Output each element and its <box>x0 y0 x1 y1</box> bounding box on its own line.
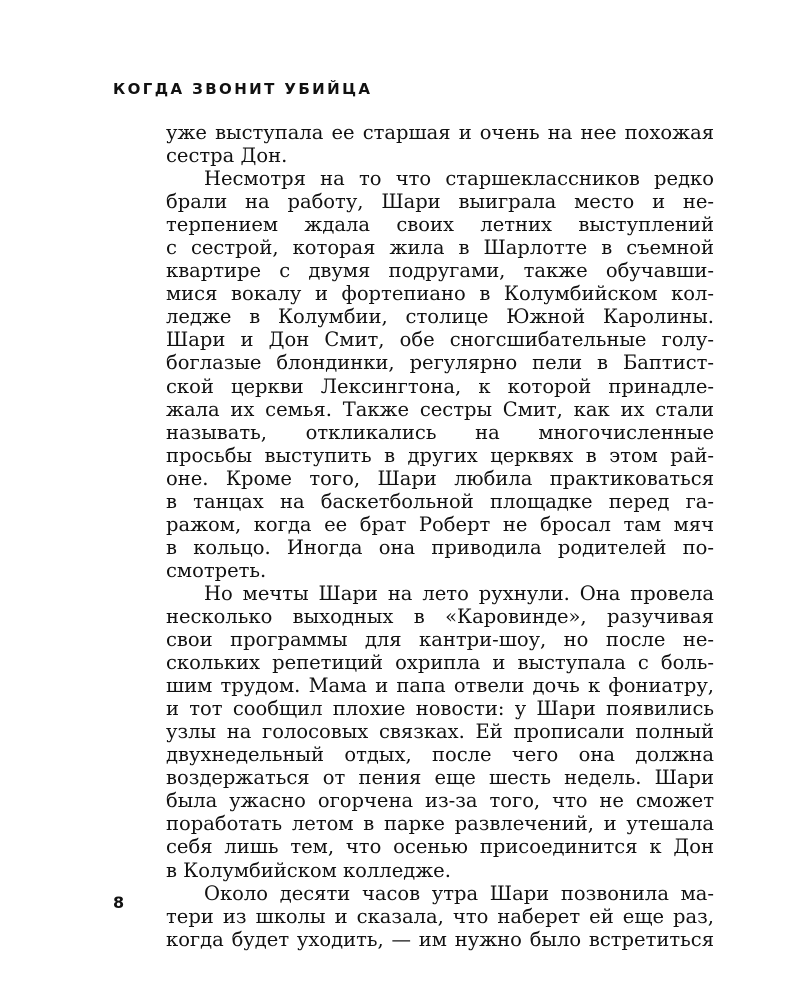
text-line: просьбы выступить в других церквях в этом рай- <box>166 443 714 467</box>
text-line: была ужасно огорчена из-за того, что не сможет <box>166 789 714 813</box>
text-line: с сестрой, которая жила в Шарлотте в съемной <box>166 236 714 260</box>
text-line: шим трудом. Мама и папа отвели дочь к фониатру, <box>166 674 714 698</box>
text-line: скольких репетиций охрипла и выступала с боль- <box>166 651 714 675</box>
text-line: оне. Кроме того, Шари любила практиковаться <box>166 466 714 490</box>
text-line: тери из школы и сказала, что наберет ей еще раз, <box>166 904 714 928</box>
text-line: в танцах на баскетбольной площадке перед га- <box>166 489 714 513</box>
page-number: 8 <box>113 893 125 912</box>
text-line: двухнедельный отдых, после чего она должна <box>166 743 714 767</box>
text-line: Около десяти часов утра Шари позвонила ма- <box>204 881 714 905</box>
text-line: ской церкви Лексингтона, к которой принадле- <box>166 374 714 398</box>
text-line: и тот сообщил плохие новости: у Шари появились <box>166 697 714 721</box>
text-line: поработать летом в парке развлечений, и утешала <box>166 812 714 836</box>
text-line: ледже в Колумбии, столице Южной Каролины. <box>166 305 714 329</box>
text-line: Но мечты Шари на лето рухнули. Она провела <box>204 581 714 605</box>
text-line: ражом, когда ее брат Роберт не бросал там мяч <box>166 512 714 536</box>
text-line: терпением ждала своих летних выступлений <box>166 213 714 237</box>
text-line: свои программы для кантри-шоу, но после не- <box>166 628 714 652</box>
text-line: боглазые блондинки, регулярно пели в Баптист- <box>166 351 714 375</box>
text-line: сестра Дон. <box>166 144 288 168</box>
text-line: себя лишь тем, что осенью присоединится к Дон <box>166 835 714 859</box>
text-line: смотреть. <box>166 558 267 582</box>
text-line: жала их семья. Также сестры Смит, как их стали <box>166 397 714 421</box>
text-line: воздержаться от пения еще шесть недель. Шари <box>166 766 714 790</box>
text-line: несколько выходных в «Каровинде», разучивая <box>166 604 714 628</box>
text-line: мися вокалу и фортепиано в Колумбийском кол- <box>166 282 714 306</box>
text-line: уже выступала ее старшая и очень на нее похожая <box>166 121 714 144</box>
running-head: КОГДА ЗВОНИТ УБИЙЦА <box>113 80 373 98</box>
text-line: квартире с двумя подругами, также обучавши- <box>166 259 714 283</box>
text-line: Шари и Дон Смит, обе сногсшибательные голу- <box>166 328 714 352</box>
text-line: Несмотря на то что старшеклассников редко <box>204 167 714 191</box>
text-line: в кольцо. Иногда она приводила родителей по- <box>166 535 714 559</box>
text-line: в Колумбийском колледже. <box>166 858 451 882</box>
text-line: узлы на голосовых связках. Ей прописали полный <box>166 720 714 744</box>
body-text <box>166 121 714 951</box>
text-line: называть, откликались на многочисленные <box>166 420 714 444</box>
text-line: брали на работу, Шари выиграла место и не- <box>166 190 714 214</box>
text-line: когда будет уходить, — им нужно было встретиться <box>166 927 714 951</box>
